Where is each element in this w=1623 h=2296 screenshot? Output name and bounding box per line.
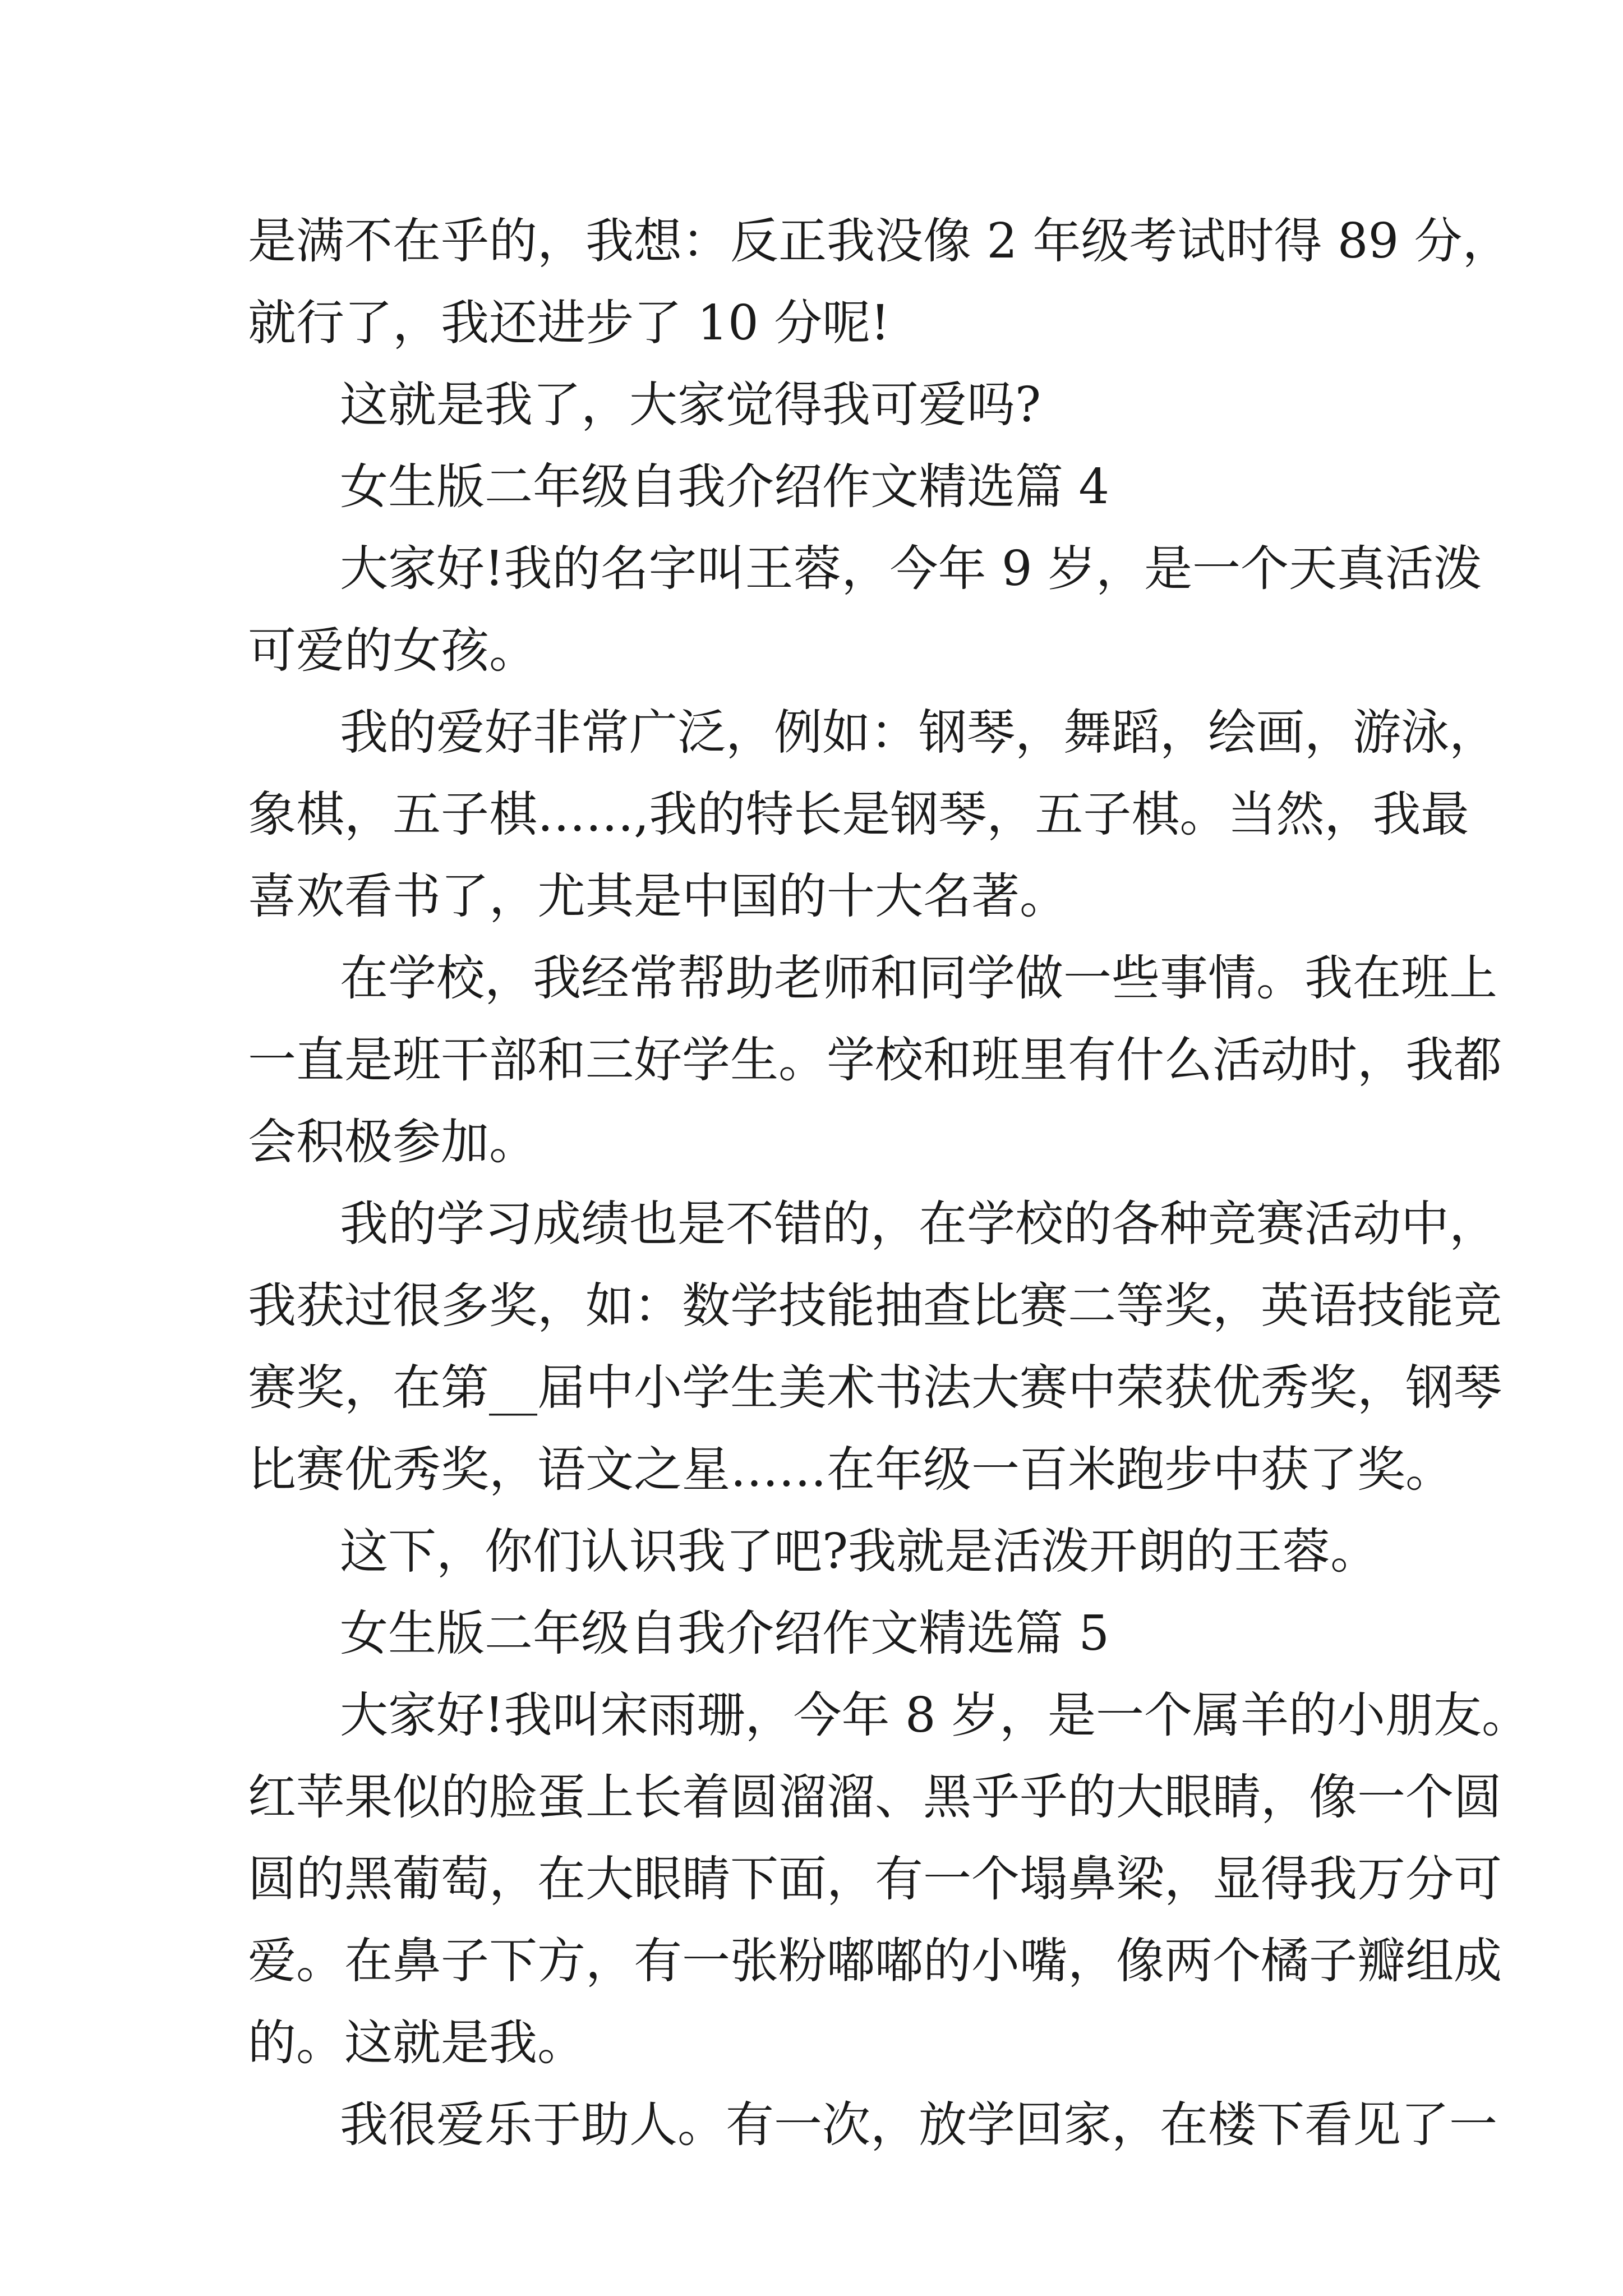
paragraph-line: 圆的黑葡萄，在大眼睛下面，有一个塌鼻梁，显得我万分可	[248, 1851, 1502, 1907]
section-heading: 女生版二年级自我介绍作文精选篇 4	[340, 459, 1110, 515]
paragraph-line: 是满不在乎的，我想：反正我没像 2 年级考试时得 89 分，	[248, 213, 1511, 269]
paragraph-line: 会积极参加。	[248, 1114, 537, 1170]
paragraph-line: 在学校，我经常帮助老师和同学做一些事情。我在班上	[340, 950, 1497, 1006]
paragraph-line: 爱。在鼻子下方，有一张粉嘟嘟的小嘴，像两个橘子瓣组成	[248, 1933, 1502, 1989]
paragraph-line: 就行了，我还进步了 10 分呢!	[248, 295, 890, 351]
paragraph-line: 大家好!我叫宋雨珊，今年 8 岁，是一个属羊的小朋友。	[340, 1687, 1530, 1743]
paragraph-line: 象棋，五子棋……,我的特长是钢琴，五子棋。当然，我最	[248, 786, 1469, 843]
paragraph-line: 这就是我了，大家觉得我可爱吗?	[340, 377, 1041, 433]
paragraph-line: 大家好!我的名字叫王蓉，今年 9 岁，是一个天真活泼	[340, 541, 1482, 597]
paragraph-line: 比赛优秀奖，语文之星……在年级一百米跑步中获了奖。	[248, 1442, 1454, 1498]
paragraph-line: 这下，你们认识我了吧?我就是活泼开朗的王蓉。	[340, 1524, 1379, 1580]
paragraph-line: 红苹果似的脸蛋上长着圆溜溜、黑乎乎的大眼睛，像一个圆	[248, 1769, 1502, 1825]
paragraph-line: 我的爱好非常广泛，例如：钢琴，舞蹈，绘画，游泳，	[340, 705, 1497, 761]
paragraph-line: 可爱的女孩。	[248, 623, 537, 679]
paragraph-line: 喜欢看书了，尤其是中国的十大名著。	[248, 868, 1068, 924]
paragraph-line: 一直是班干部和三好学生。学校和班里有什么活动时，我都	[248, 1032, 1502, 1088]
paragraph-line: 我的学习成绩也是不错的，在学校的各种竞赛活动中，	[340, 1196, 1497, 1252]
paragraph-line: 我很爱乐于助人。有一次，放学回家，在楼下看见了一	[340, 2097, 1497, 2153]
paragraph-line: 我获过很多奖，如：数学技能抽查比赛二等奖，英语技能竞	[248, 1278, 1502, 1334]
paragraph-line: 的。这就是我。	[248, 2015, 585, 2071]
paragraph-line: 赛奖，在第__届中小学生美术书法大赛中荣获优秀奖，钢琴	[248, 1360, 1502, 1416]
section-heading: 女生版二年级自我介绍作文精选篇 5	[340, 1605, 1110, 1662]
